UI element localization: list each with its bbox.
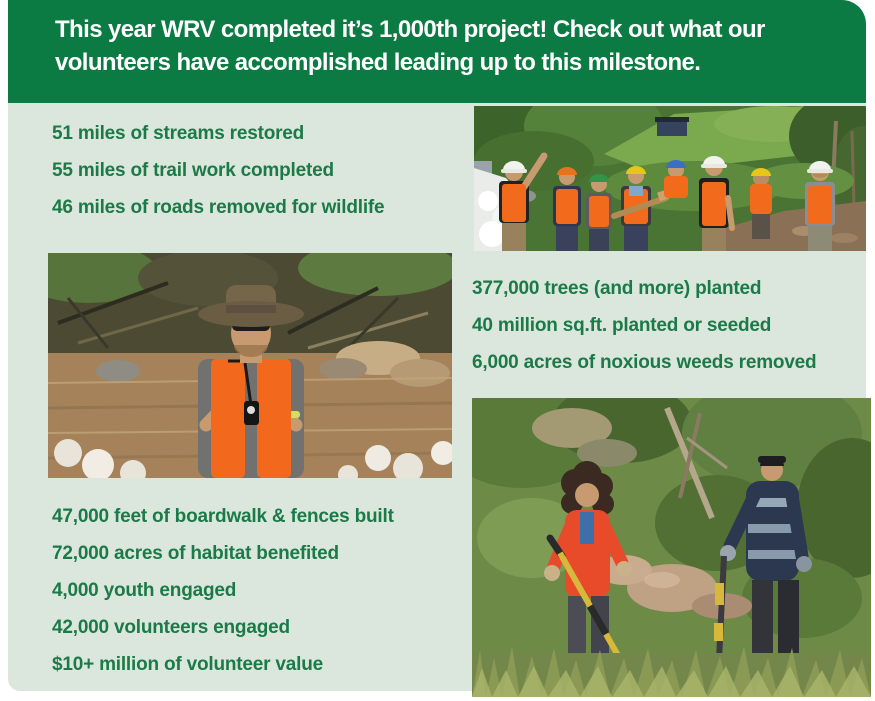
- stat-line: 51 miles of streams restored: [52, 123, 305, 144]
- stat-line: 55 miles of trail work completed: [52, 160, 334, 181]
- photo-planting-pair: [472, 398, 871, 697]
- stat-line: 6,000 acres of noxious weeds removed: [472, 352, 817, 373]
- header-banner: [8, 0, 866, 103]
- stat-line: 46 miles of roads removed for wildlife: [52, 197, 385, 218]
- scene-background: [472, 398, 871, 697]
- stat-line: 42,000 volunteers engaged: [52, 617, 290, 638]
- stats-group-top-left: [52, 124, 384, 235]
- stats-group-bottom-left: [52, 507, 394, 692]
- stat-line: $10+ million of volunteer value: [52, 654, 323, 675]
- stat-line: 377,000 trees (and more) planted: [472, 278, 762, 299]
- stat-line: 40 million sq.ft. planted or seeded: [472, 315, 772, 336]
- stat-line: 4,000 youth engaged: [52, 580, 237, 601]
- banner-text-line1: This year WRV completed it’s 1,000th project! Check out what our: [55, 16, 765, 43]
- stat-line: 47,000 feet of boardwalk & fences built: [52, 506, 394, 527]
- volunteer-figure: [198, 285, 304, 478]
- stat-line: 72,000 acres of habitat benefited: [52, 543, 339, 564]
- stats-group-right: [472, 279, 816, 390]
- banner-text-line2: volunteers have accomplished leading up to this milestone.: [55, 49, 701, 76]
- photo-stream-volunteer: [48, 253, 452, 478]
- photo-volunteer-group: [474, 106, 866, 251]
- foreground-grass: [472, 646, 871, 697]
